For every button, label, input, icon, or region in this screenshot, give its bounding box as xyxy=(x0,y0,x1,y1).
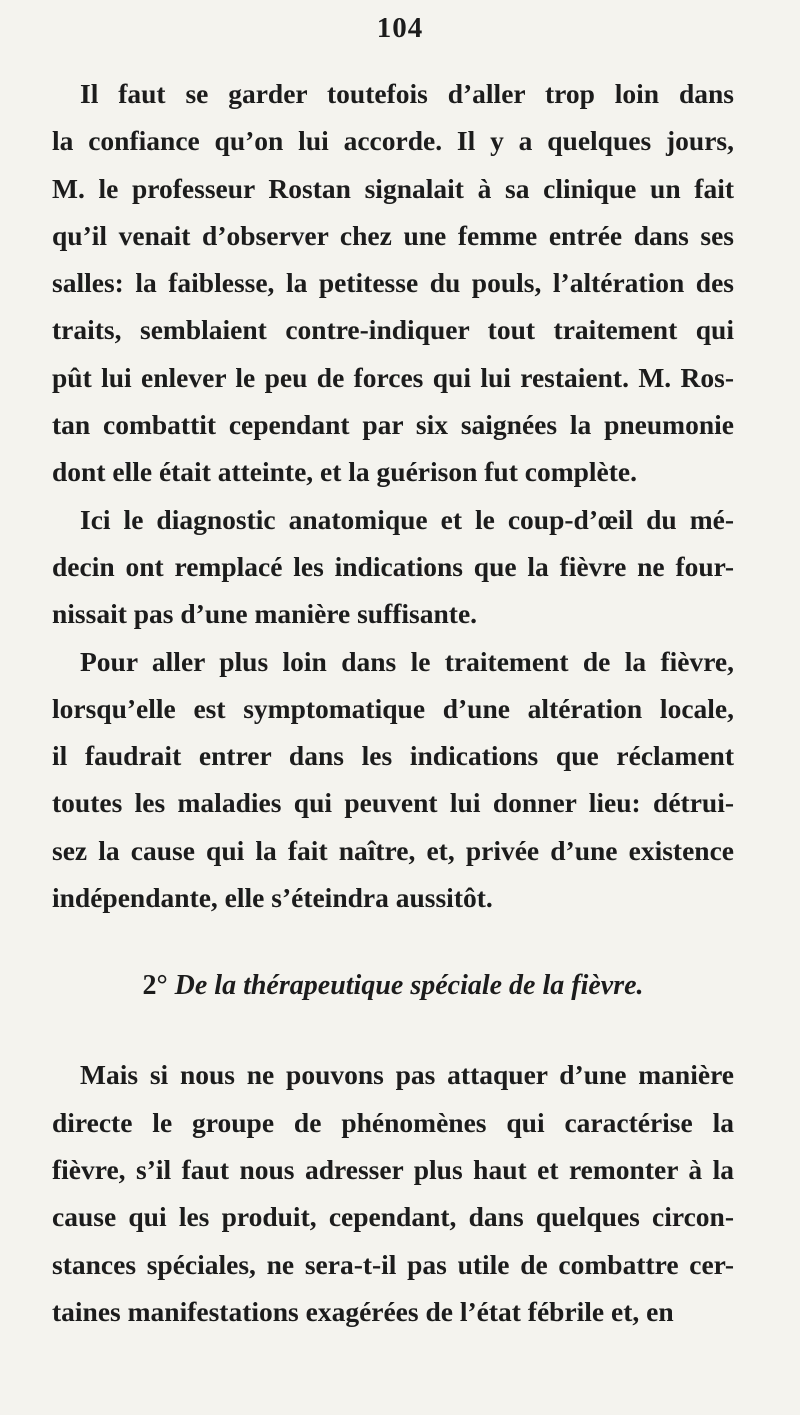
text-line: Pour aller plus loin dans le traitement de la fièvre, xyxy=(80,645,734,677)
paragraph xyxy=(52,1051,734,1335)
text-line: decin ont remplacé les indications que la fièvre ne four- xyxy=(52,550,734,582)
text-line: lorsqu’elle est symptomatique d’une altération locale, xyxy=(52,692,734,724)
text-line: M. le professeur Rostan signalait à sa clinique un fait xyxy=(52,172,734,204)
section-number: 2° xyxy=(142,970,168,1002)
text-line: toutes les maladies qui peuvent lui donner lieu: détrui- xyxy=(52,787,734,819)
section-title: De la thérapeutique spéciale de la fièvre. xyxy=(174,970,644,1002)
text-line: cause qui les produit, cependant, dans quelques circon- xyxy=(52,1201,734,1233)
text-line: qu’il venait d’observer chez une femme entrée dans ses xyxy=(52,219,734,251)
text-line: directe le groupe de phénomènes qui caractérise la xyxy=(52,1106,734,1138)
text-line: taines manifestations exagérées de l’état fébrile et, en xyxy=(52,1295,674,1327)
text-line: Ici le diagnostic anatomique et le coup-d’œil du mé- xyxy=(80,503,734,535)
paragraph xyxy=(52,638,734,922)
text-line: nissait pas d’une manière suffisante. xyxy=(52,598,478,630)
text-line: la confiance qu’on lui accorde. Il y a quelques jours, xyxy=(52,125,734,157)
text-line: indépendante, elle s’éteindra aussitôt. xyxy=(52,882,493,914)
paragraph xyxy=(52,70,734,496)
text-line: dont elle était atteinte, et la guérison fut complète. xyxy=(52,456,637,488)
text-line: traits, semblaient contre-indiquer tout traitement qui xyxy=(52,314,734,346)
text-line: stances spéciales, ne sera-t-il pas utile de combattre cer- xyxy=(52,1248,734,1280)
text-line: fièvre, s’il faut nous adresser plus haut et remonter à la xyxy=(52,1153,734,1185)
paragraph xyxy=(52,496,734,638)
text-line: salles: la faiblesse, la petitesse du pouls, l’altération des xyxy=(52,267,734,299)
paragraphs-after-heading xyxy=(52,1051,734,1335)
paragraphs-before-heading xyxy=(52,70,734,921)
page-number: 104 xyxy=(376,12,424,44)
text-line: Mais si nous ne pouvons pas attaquer d’une manière xyxy=(80,1059,734,1091)
text-line: sez la cause qui la fait naître, et, privée d’une existence xyxy=(52,834,734,866)
text-line: il faudrait entrer dans les indications que réclament xyxy=(52,740,734,772)
body-text xyxy=(52,70,734,1335)
text-line: pût lui enlever le peu de forces qui lui restaient. M. Ros- xyxy=(52,361,734,393)
text-line: tan combattit cependant par six saignées la pneumonie xyxy=(52,409,734,441)
text-line: Il faut se garder toutefois d’aller trop loin dans xyxy=(80,78,734,109)
section-heading xyxy=(52,966,734,1006)
